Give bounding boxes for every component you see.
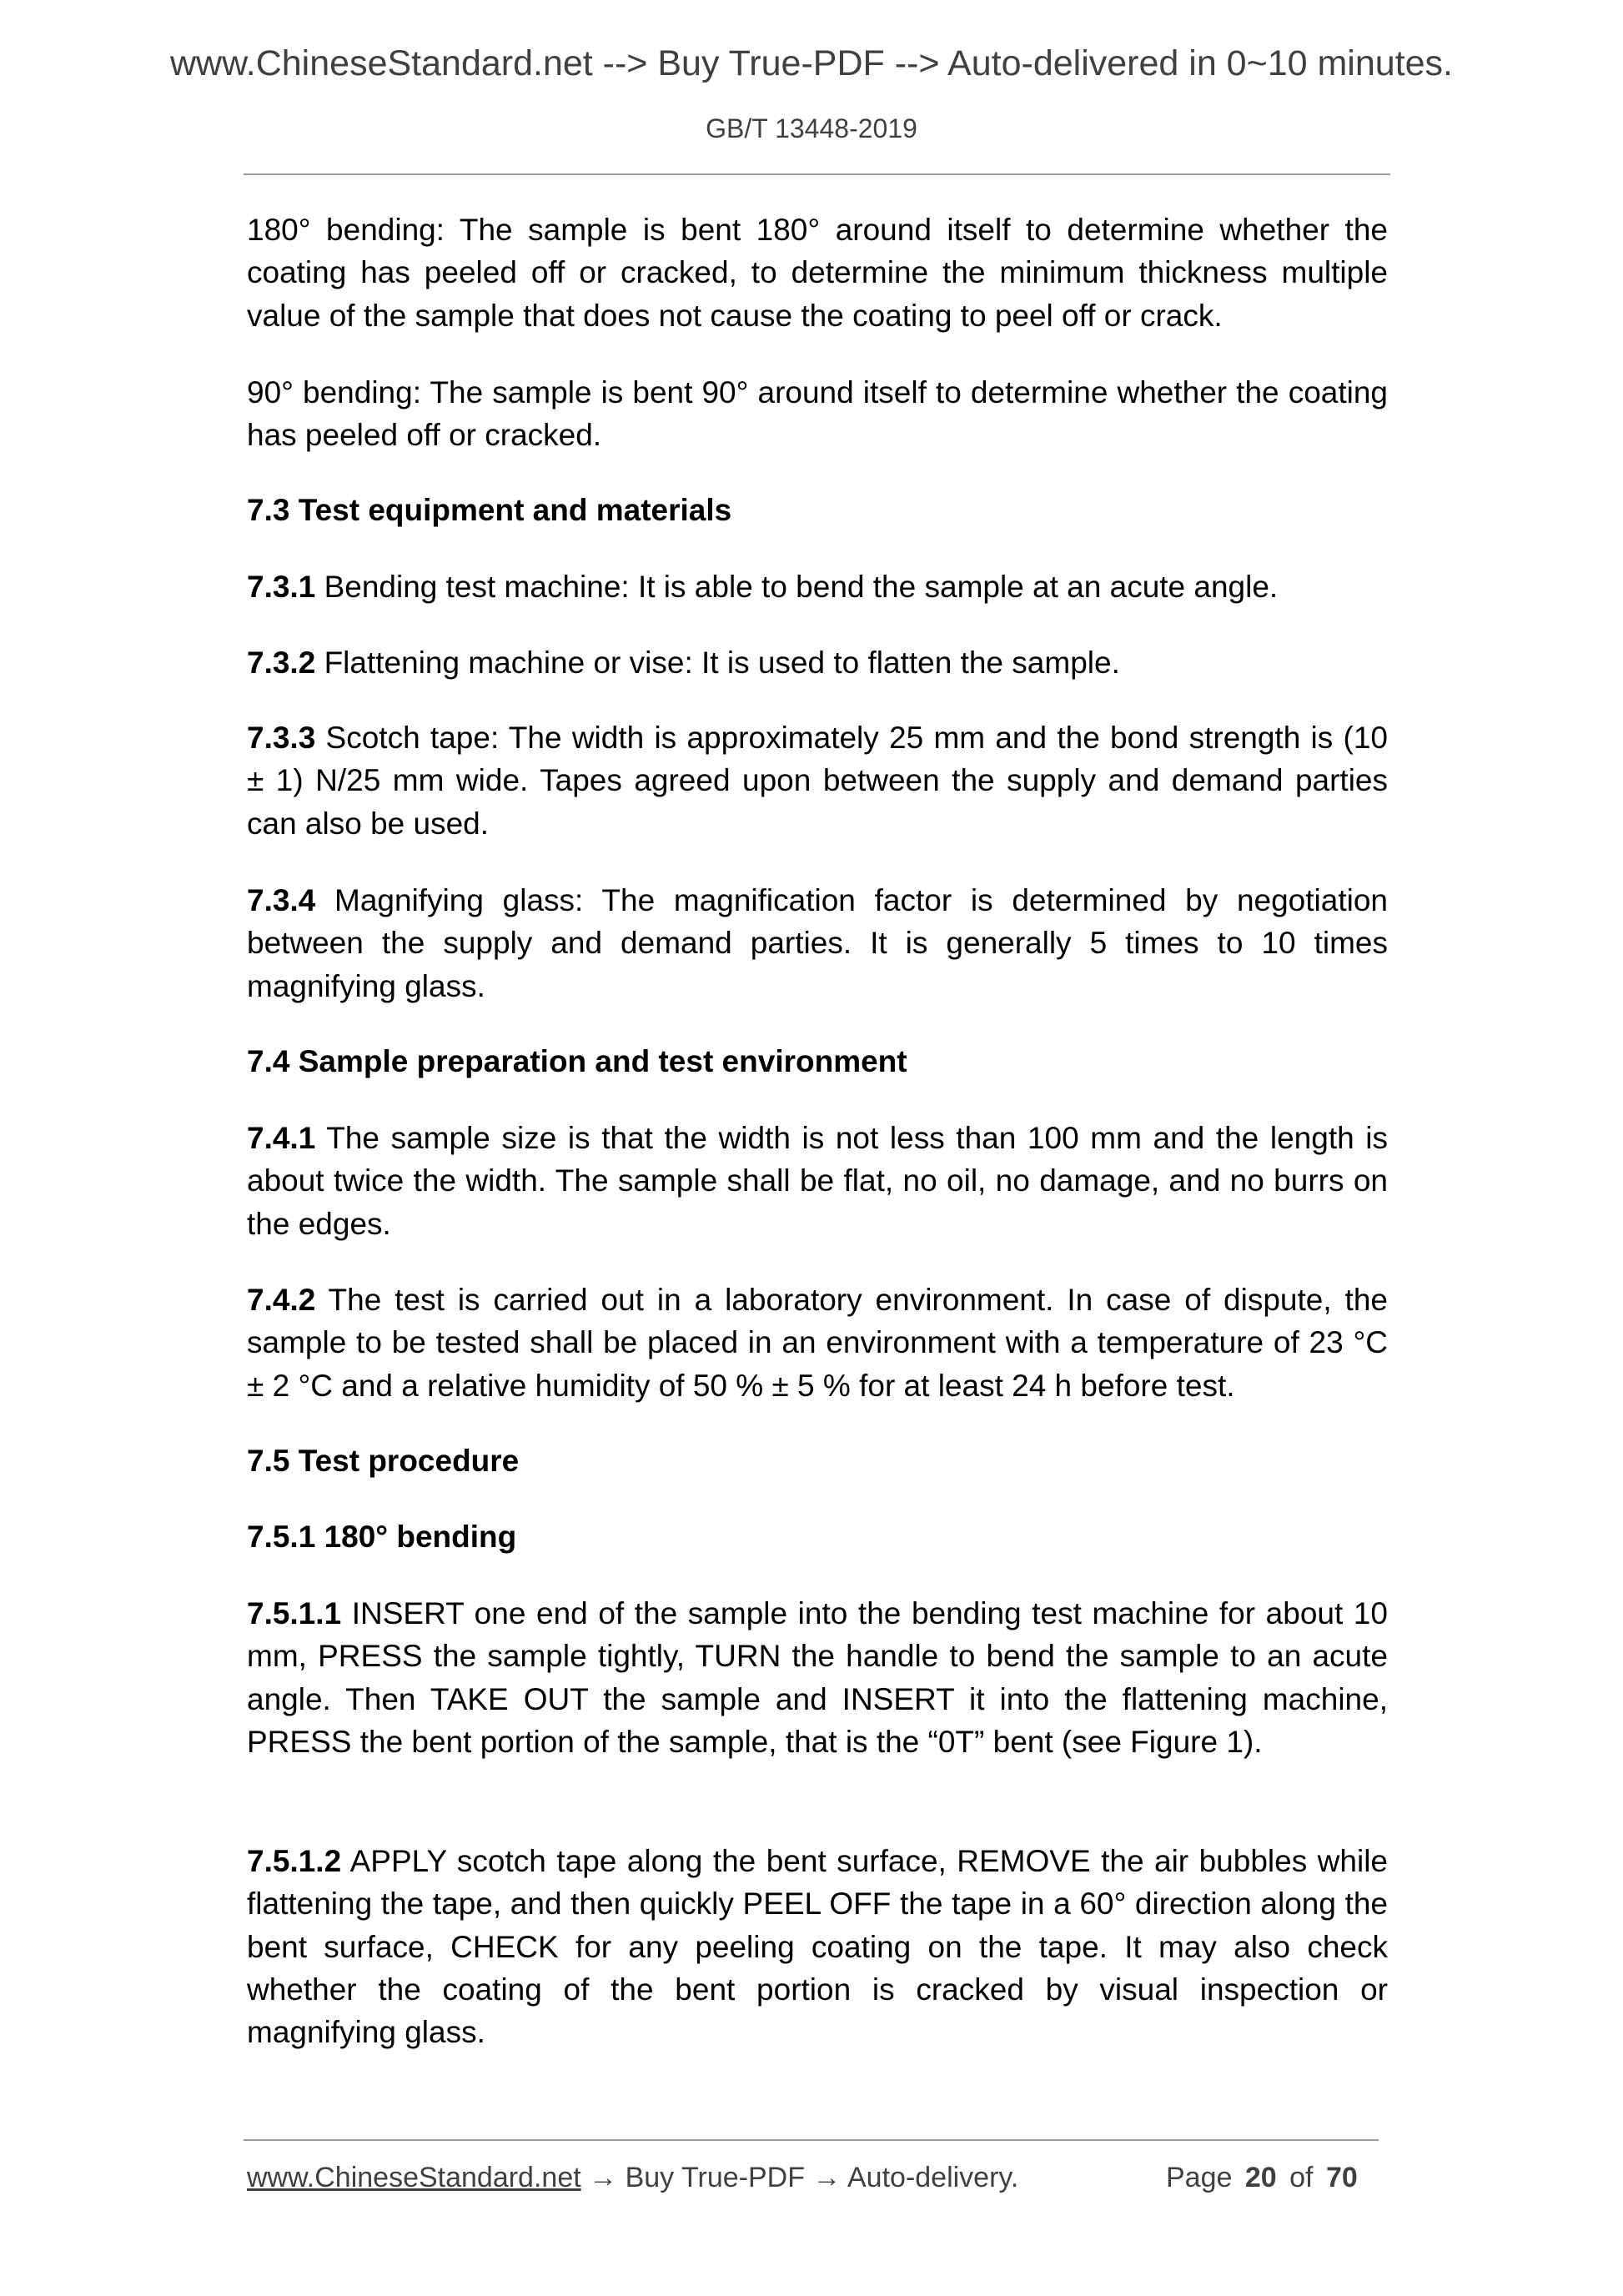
paragraph: 7.4.1 The sample size is that the width is not less than 100 mm and the length is about twice the width. The sample shall be flat, no oil, no damage, and no burrs on the edges. <box>247 1121 1388 1241</box>
paragraph: 7.3.2 Flattening machine or vise: It is used to flatten the sample. <box>247 646 1120 680</box>
section-heading: 7.5.1 180° bending <box>247 1520 517 1554</box>
footer-divider <box>244 2139 1379 2141</box>
section-heading: 7.5 Test procedure <box>247 1444 520 1478</box>
paragraph: 7.5.1.2 APPLY scotch tape along the bent surface, REMOVE the air bubbles while flattening the tape, and then quickly PEEL OFF the tape in a 60° direction along the bent surface, CHECK for any peeling coating on the tape. It may also check whether the coating of the bent portion is cracked by visual inspection or magnifying glass. <box>247 1844 1388 2050</box>
header-divider <box>244 173 1390 175</box>
header-banner: www.ChineseStandard.net --> Buy True-PDF --> Auto-delivered in 0~10 minutes. <box>169 43 1453 83</box>
paragraph: 180° bending: The sample is bent 180° around itself to determine whether the coating has peeled off or cracked, to determine the minimum thickness multiple value of the sample that does not cause the coating to peel off or crack. <box>247 213 1388 333</box>
paragraph: 90° bending: The sample is bent 90° around itself to determine whether the coating has peeled off or cracked. <box>247 375 1388 453</box>
paragraph: 7.3.4 Magnifying glass: The magnification factor is determined by negotiation between the supply and demand parties. It is generally 5 times to 10 times magnifying glass. <box>247 883 1388 1003</box>
paragraph: 7.3.3 Scotch tape: The width is approximately 25 mm and the bond strength is (10 ± 1) N/25 mm wide. Tapes agreed upon between the supply and demand parties can also be used. <box>247 721 1388 841</box>
paragraph: 7.5.1.1 INSERT one end of the sample into the bending test machine for about 10 mm, PRESS the sample tightly, TURN the handle to bend the sample to an acute angle. Then TAKE OUT the sample and INSERT it into the flattening machine, PRESS the bent portion of the sample, that is the “0T” bent (see Figure 1). <box>247 1596 1388 1759</box>
page-indicator: Page 20 of 70 <box>1166 2162 1358 2193</box>
footer-left: www.ChineseStandard.net → Buy True-PDF → Auto-delivery. <box>247 2162 1019 2193</box>
paragraph: 7.3.1 Bending test machine: It is able to bend the sample at an acute angle. <box>247 570 1279 604</box>
section-heading: 7.4 Sample preparation and test environment <box>247 1044 907 1078</box>
section-heading: 7.3 Test equipment and materials <box>247 493 732 527</box>
footer-link[interactable]: www.ChineseStandard.net <box>247 2162 581 2193</box>
standard-id: GB/T 13448-2019 <box>706 113 917 143</box>
paragraph: 7.4.2 The test is carried out in a laboratory environment. In case of dispute, the sample to be tested shall be placed in an environment with a temperature of 23 °C ± 2 °C and a relative humidity of 50 % ± 5 % for at least 24 h before test. <box>247 1283 1388 1403</box>
